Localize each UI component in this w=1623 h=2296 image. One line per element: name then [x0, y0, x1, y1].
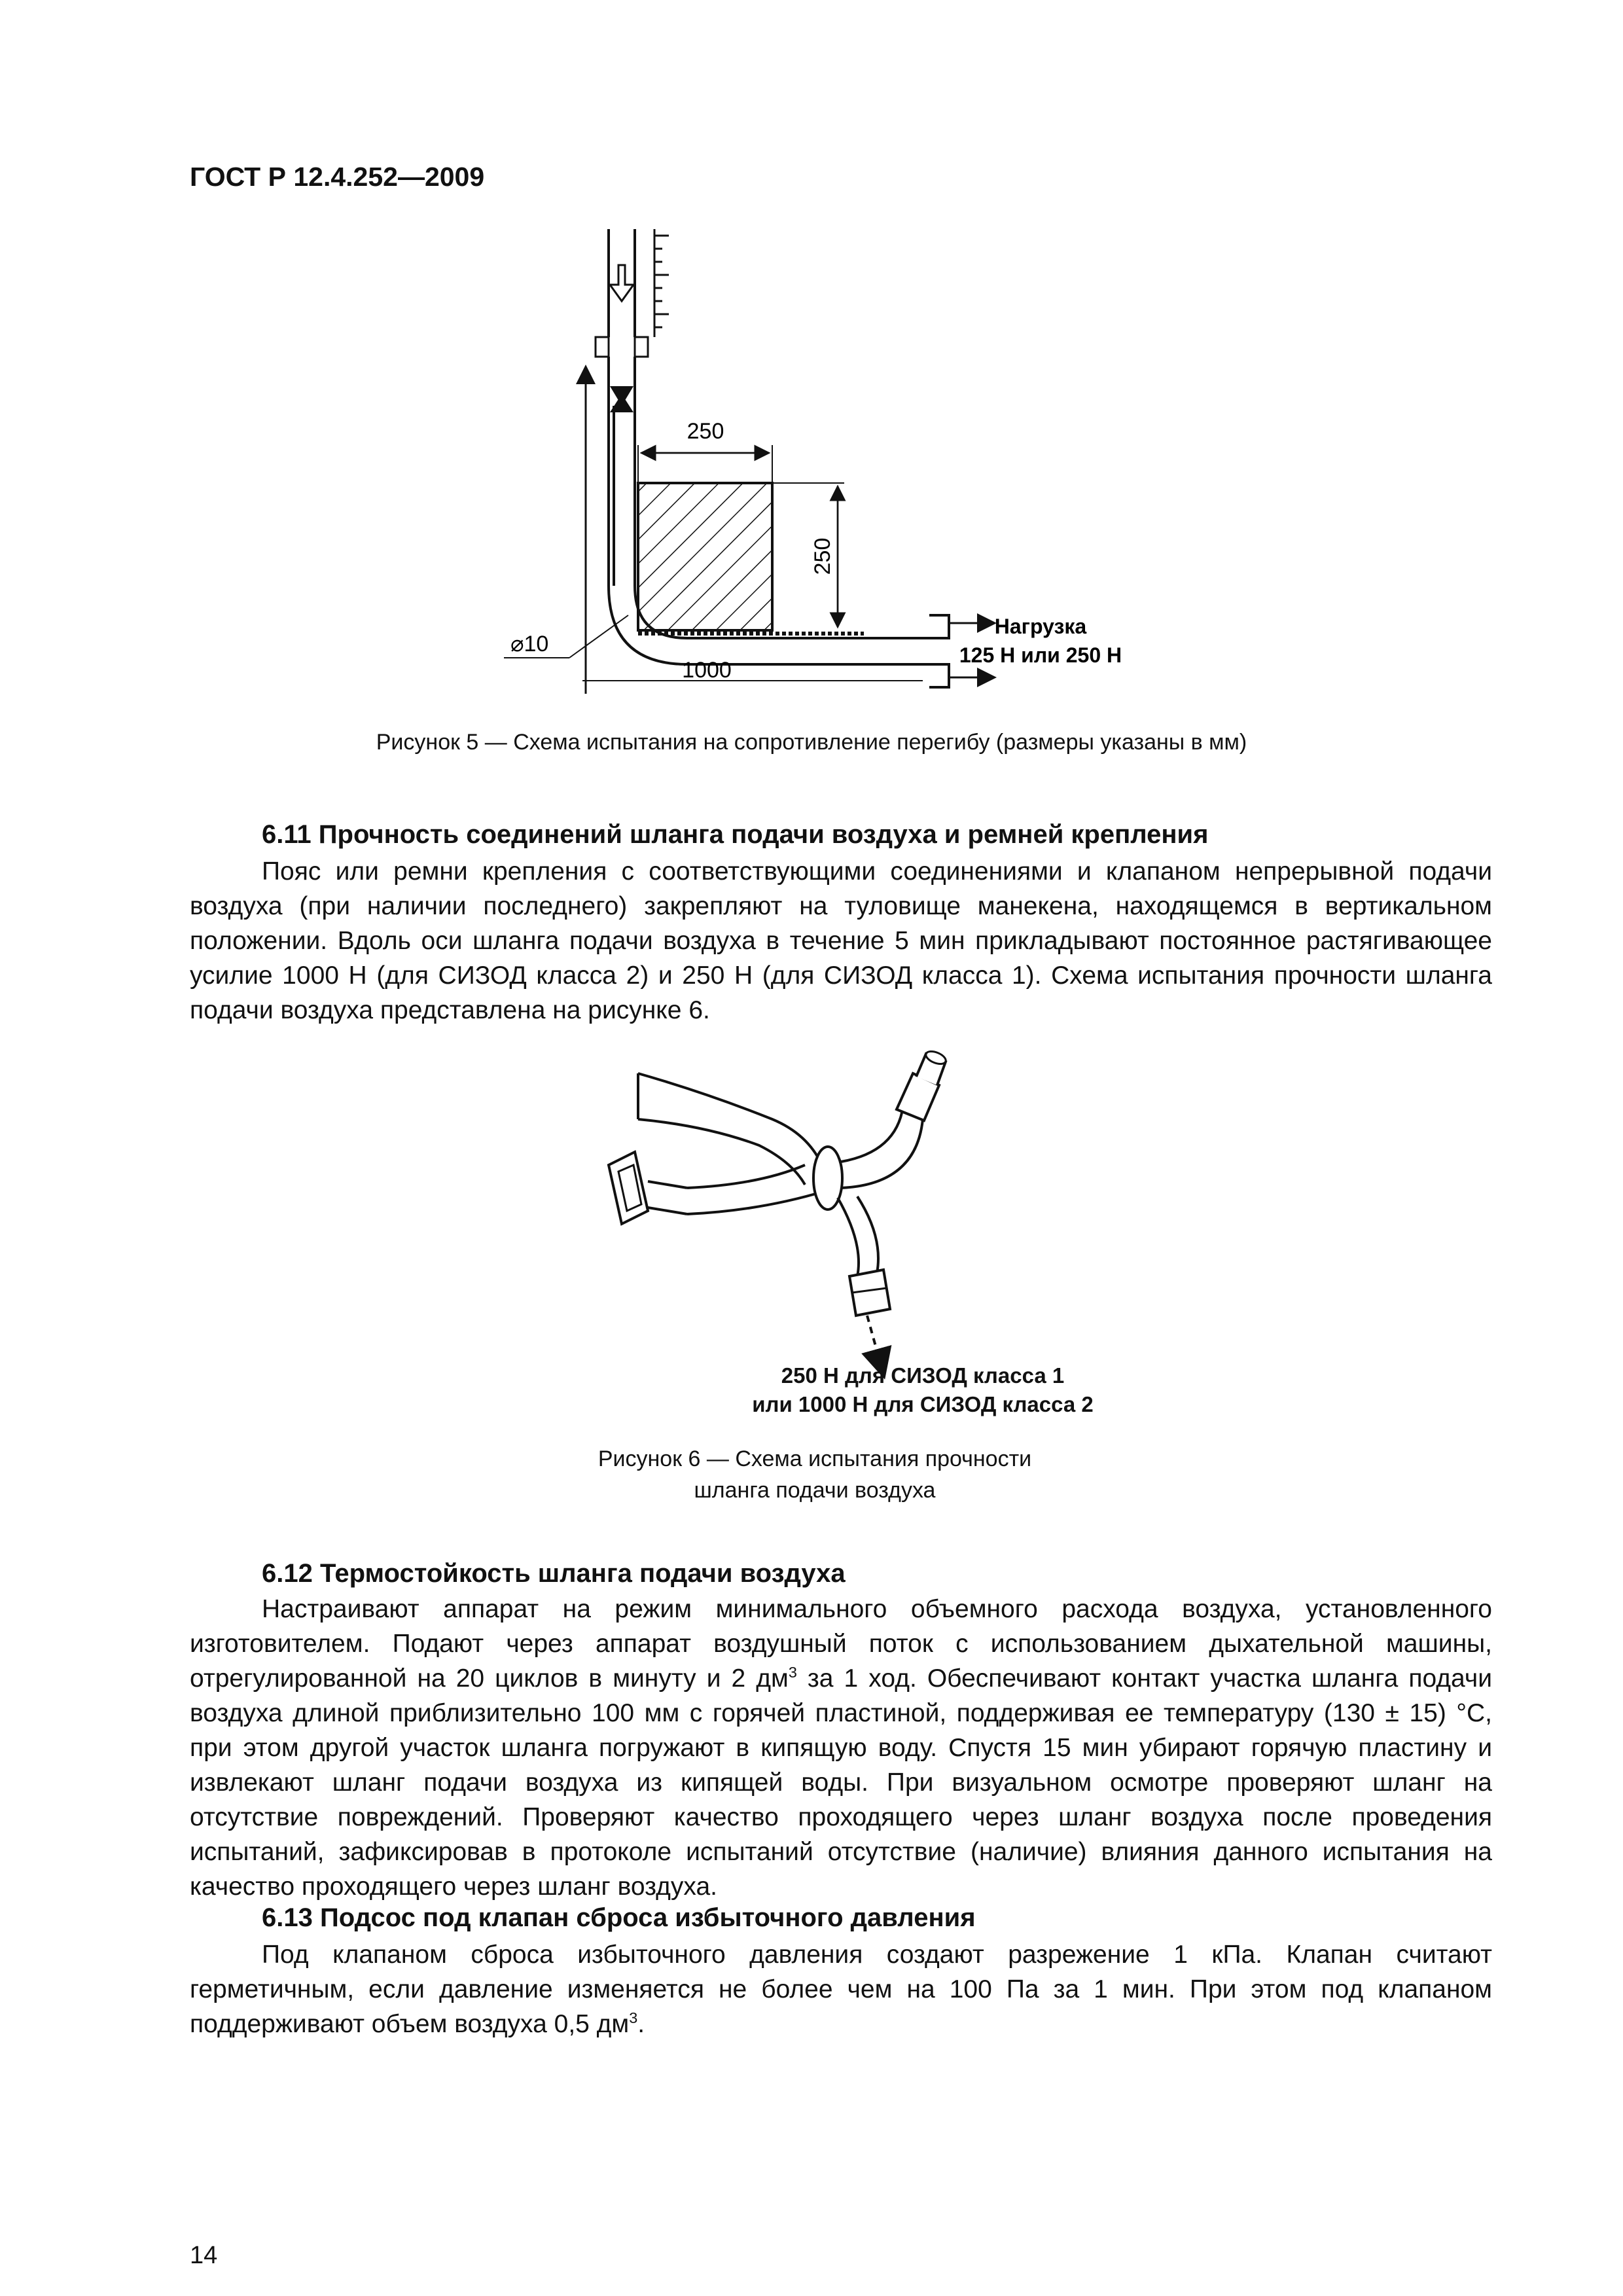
figure-6-load-line2: или 1000 Н для СИЗОД класса 2 — [752, 1392, 1094, 1416]
section-6-11-body: Пояс или ремни крепления с соответствующими соединениями и клапаном непрерывной подачи воздуха (при наличии последнего) закрепляют на туловище манекена, находящемся в вертикальном положении. Вдоль оси шланга подачи воздуха в течение 5 мин прикладывают постоянное растягивающее усилие 1000 Н (для СИЗОД класса 2) и 250 Н (для СИЗОД класса 1). Схема испытания прочности шланга подачи воздуха представлена на рисунке 6. — [190, 857, 1492, 1024]
section-6-13-body-part2: . — [637, 2010, 645, 2038]
dim-length-label: 1000 — [682, 658, 732, 683]
dim-width-label: 250 — [687, 419, 724, 444]
section-6-13-sup: 3 — [629, 2009, 638, 2026]
figure-6-caption — [576, 1443, 1054, 1506]
document-header: ГОСТ Р 12.4.252—2009 — [190, 162, 485, 192]
section-6-12-body-part2: за 1 ход. Обеспечивают контакт участка шланга подачи воздуха длиной приблизительно 100 мм с горячей пластиной, поддерживая ее температуру (130 ± 15) °С, при этом другой участок шланга погружают в кипящую воду. Спустя 15 мин убирают горячую пластину и извлекают шланг подачи воздуха из кипящей воды. При визуальном осмотре проверяют шланг на отсутствие повреждений. Проверяют качество проходящего через шланг воздуха после проведения испытаний, зафиксировав в протоколе испытаний отсутствие (наличие) влияния данного испытания на качество проходящего через шланг воздуха. — [190, 1664, 1492, 1901]
figure-6-diagram — [589, 1047, 1047, 1388]
section-6-12-sup: 3 — [788, 1664, 797, 1681]
section-6-12-title: 6.12 Термостойкость шланга подачи воздуха — [262, 1559, 846, 1588]
figure-6-load-line1: 250 Н для СИЗОД класса 1 — [781, 1363, 1065, 1388]
section-6-11-title: 6.11 Прочность соединений шланга подачи воздуха и ремней крепления — [262, 820, 1209, 849]
load-label-line2: 125 Н или 250 Н — [959, 643, 1122, 667]
figure-5-diagram — [497, 223, 1217, 707]
section-6-13-body-part1: Под клапаном сброса избыточного давления создают разрежение 1 кПа. Клапан считают герметичным, если давление изменяется не более чем на 100 Па за 1 мин. При этом под клапаном поддерживают объем воздуха 0,5 дм — [190, 1941, 1492, 2038]
section-6-13-title: 6.13 Подсос под клапан сброса избыточного давления — [262, 1903, 976, 1932]
load-label-line1: Нагрузка — [994, 615, 1087, 638]
section-6-12-body-part1: Настраивают аппарат на режим минимального объемного расхода воздуха, установленного изготовителем. Подают через аппарат воздушный поток с использованием дыхательной машины, отрегулированной на 20 циклов в минуту и 2 дм — [190, 1595, 1492, 1693]
figure-6-caption-line1: Рисунок 6 — Схема испытания прочности — [597, 1446, 1032, 1471]
figure-6-load-label — [694, 1361, 1152, 1419]
section-6-11-text — [190, 854, 1492, 1028]
figure-5-caption: Рисунок 5 — Схема испытания на сопротивление перегибу (размеры указаны в мм) — [376, 730, 1247, 755]
dim-height-label: 250 — [810, 537, 835, 575]
section-6-12-text — [190, 1592, 1492, 1904]
dim-diameter-label: ⌀10 — [510, 632, 549, 656]
figure-6-caption-line2: шланга подачи воздуха — [694, 1478, 936, 1503]
section-6-13-text — [190, 1937, 1492, 2041]
page-number: 14 — [190, 2242, 218, 2269]
